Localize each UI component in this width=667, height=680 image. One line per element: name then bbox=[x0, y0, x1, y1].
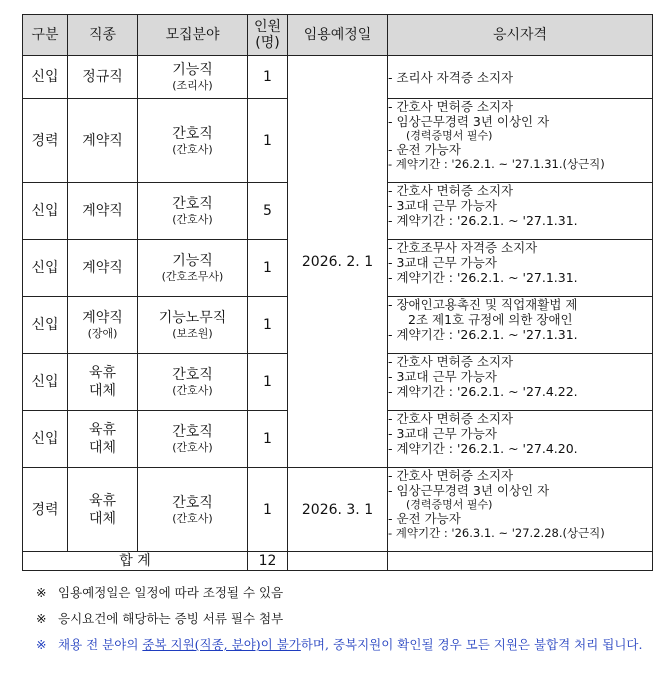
req-item: 2조 제1호 규정에 의한 장애인 bbox=[408, 312, 573, 327]
req-item: - 계약기간 : '26.2.1. ~ '27.1.31.(상근직) bbox=[388, 157, 605, 171]
cell-field bbox=[138, 56, 248, 99]
cell-count: 1 bbox=[248, 468, 288, 552]
note-3-part-c: 하며, 중복지원이 확인될 경우 모든 지원은 불합격 처리 됩니다. bbox=[300, 637, 643, 652]
job-name-2: 대체 bbox=[88, 510, 117, 527]
cell-job: 계약직 bbox=[68, 240, 138, 297]
cell-field bbox=[138, 297, 248, 354]
field-name: 기능노무직 bbox=[158, 310, 227, 326]
header-count-line1: 인원 bbox=[253, 19, 282, 35]
cell-date-group1: 2026. 2. 1 bbox=[288, 56, 388, 468]
cell-job: 정규직 bbox=[68, 56, 138, 99]
header-date: 임용예정일 bbox=[288, 15, 388, 56]
notes bbox=[36, 583, 656, 661]
req-item: - 계약기간 : '26.2.1. ~ '27.1.31. bbox=[388, 213, 578, 228]
field-sub: (간호사) bbox=[172, 441, 213, 454]
req-item: - 계약기간 : '26.2.1. ~ '27.4.22. bbox=[388, 384, 578, 399]
cell-job bbox=[68, 411, 138, 468]
cell-job: 계약직 bbox=[68, 99, 138, 183]
req-item: - 운전 가능자 bbox=[388, 511, 461, 526]
cell-requirements bbox=[388, 354, 653, 411]
req-item: (경력증명서 필수) bbox=[406, 129, 493, 142]
cell-count: 1 bbox=[248, 354, 288, 411]
total-row bbox=[23, 552, 653, 571]
field-name: 간호직 bbox=[172, 494, 213, 511]
req-item: - 간호사 면허증 소지자 bbox=[388, 354, 514, 369]
cell-type: 신입 bbox=[23, 56, 68, 99]
cell-field bbox=[138, 468, 248, 552]
cell-requirements bbox=[388, 297, 653, 354]
table-row bbox=[23, 468, 653, 552]
note-text bbox=[58, 635, 656, 655]
field-name: 기능직 bbox=[172, 253, 213, 269]
note-3-underlined: 중복 지원(직종, 분야)이 불가 bbox=[142, 637, 301, 652]
req-item: - 장애인고용촉진 및 직업재활법 제 bbox=[388, 297, 578, 312]
req-item: - 계약기간 : '26.2.1. ~ '27.4.20. bbox=[388, 441, 578, 456]
field-name: 간호직 bbox=[172, 424, 213, 440]
note-mark: ※ bbox=[36, 585, 47, 600]
job-sub: (장애) bbox=[87, 327, 118, 340]
cell-job bbox=[68, 354, 138, 411]
field-sub: (보조원) bbox=[172, 327, 213, 340]
note-3 bbox=[36, 635, 656, 655]
total-empty-req bbox=[388, 552, 653, 571]
field-name: 기능직 bbox=[172, 62, 213, 78]
cell-field bbox=[138, 99, 248, 183]
req-item: - 간호사 면허증 소지자 bbox=[388, 468, 514, 483]
field-sub: (조리사) bbox=[172, 79, 213, 92]
job-name-2: 대체 bbox=[88, 383, 117, 399]
header-count bbox=[248, 15, 288, 56]
cell-job bbox=[68, 468, 138, 552]
cell-field bbox=[138, 411, 248, 468]
recruitment-table bbox=[22, 14, 653, 571]
field-sub: (간호사) bbox=[172, 213, 213, 226]
header-type: 구분 bbox=[23, 15, 68, 56]
cell-job: 계약직 bbox=[68, 183, 138, 240]
job-name: 육휴 bbox=[88, 422, 117, 438]
field-name: 간호직 bbox=[172, 125, 213, 142]
cell-field bbox=[138, 354, 248, 411]
req-item: - 조리사 자격증 소지자 bbox=[388, 69, 514, 85]
req-item: - 운전 가능자 bbox=[388, 142, 461, 157]
cell-count: 1 bbox=[248, 411, 288, 468]
note-mark: ※ bbox=[36, 637, 47, 652]
cell-count: 1 bbox=[248, 240, 288, 297]
req-item: - 3교대 근무 가능자 bbox=[388, 426, 497, 441]
req-item: (경력증명서 필수) bbox=[406, 498, 493, 511]
note-3-part-a: 채용 전 분야의 bbox=[58, 637, 143, 652]
cell-type: 경력 bbox=[23, 99, 68, 183]
cell-count: 1 bbox=[248, 56, 288, 99]
header-job: 직종 bbox=[68, 15, 138, 56]
req-item: - 간호사 면허증 소지자 bbox=[388, 411, 514, 426]
req-item: - 간호사 면허증 소지자 bbox=[388, 99, 514, 114]
cell-requirements bbox=[388, 56, 653, 99]
job-name: 계약직 bbox=[82, 310, 123, 326]
field-name: 간호직 bbox=[172, 367, 213, 383]
cell-count: 1 bbox=[248, 297, 288, 354]
cell-requirements bbox=[388, 99, 653, 183]
total-count: 12 bbox=[248, 552, 288, 571]
req-item: - 간호조무사 자격증 소지자 bbox=[388, 240, 538, 255]
cell-requirements bbox=[388, 411, 653, 468]
cell-field bbox=[138, 183, 248, 240]
header-count-line2: (명) bbox=[255, 35, 280, 51]
req-item: - 계약기간 : '26.2.1. ~ '27.1.31. bbox=[388, 327, 578, 342]
req-item: - 계약기간 : '26.3.1. ~ '27.2.28.(상근직) bbox=[388, 526, 605, 540]
field-sub: (간호사) bbox=[172, 142, 213, 156]
cell-count: 5 bbox=[248, 183, 288, 240]
req-item: - 간호사 면허증 소지자 bbox=[388, 183, 514, 198]
cell-type: 신입 bbox=[23, 354, 68, 411]
note-text: 응시요건에 해당하는 증빙 서류 필수 첨부 bbox=[58, 611, 284, 626]
header-requirements: 응시자격 bbox=[388, 15, 653, 56]
note-1 bbox=[36, 583, 656, 603]
field-name: 간호직 bbox=[172, 196, 213, 212]
total-label: 합 계 bbox=[23, 552, 248, 571]
req-item: - 임상근무경력 3년 이상인 자 bbox=[388, 483, 550, 498]
cell-field bbox=[138, 240, 248, 297]
cell-type: 신입 bbox=[23, 411, 68, 468]
cell-type: 신입 bbox=[23, 297, 68, 354]
req-item: - 임상근무경력 3년 이상인 자 bbox=[388, 114, 550, 129]
cell-type: 신입 bbox=[23, 240, 68, 297]
cell-count: 1 bbox=[248, 99, 288, 183]
job-name-2: 대체 bbox=[88, 440, 117, 456]
req-item: - 계약기간 : '26.2.1. ~ '27.1.31. bbox=[388, 270, 578, 285]
req-item: - 3교대 근무 가능자 bbox=[388, 255, 497, 270]
cell-requirements bbox=[388, 240, 653, 297]
header-field: 모집분야 bbox=[138, 15, 248, 56]
note-text: 임용예정일은 일정에 따라 조정될 수 있음 bbox=[58, 585, 284, 600]
note-mark: ※ bbox=[36, 611, 47, 626]
field-sub: (간호사) bbox=[172, 384, 213, 397]
cell-date-group2: 2026. 3. 1 bbox=[288, 468, 388, 552]
cell-requirements bbox=[388, 468, 653, 552]
note-2 bbox=[36, 609, 656, 629]
field-sub: (간호사) bbox=[172, 511, 213, 525]
job-name: 육휴 bbox=[88, 492, 117, 509]
job-name: 육휴 bbox=[88, 365, 117, 381]
req-item: - 3교대 근무 가능자 bbox=[388, 369, 497, 384]
total-empty-date bbox=[288, 552, 388, 571]
cell-type: 신입 bbox=[23, 183, 68, 240]
cell-type: 경력 bbox=[23, 468, 68, 552]
cell-job bbox=[68, 297, 138, 354]
table-row bbox=[23, 56, 653, 99]
field-sub: (간호조무사) bbox=[161, 270, 224, 283]
header-row bbox=[23, 15, 653, 56]
cell-requirements bbox=[388, 183, 653, 240]
req-item: - 3교대 근무 가능자 bbox=[388, 198, 497, 213]
